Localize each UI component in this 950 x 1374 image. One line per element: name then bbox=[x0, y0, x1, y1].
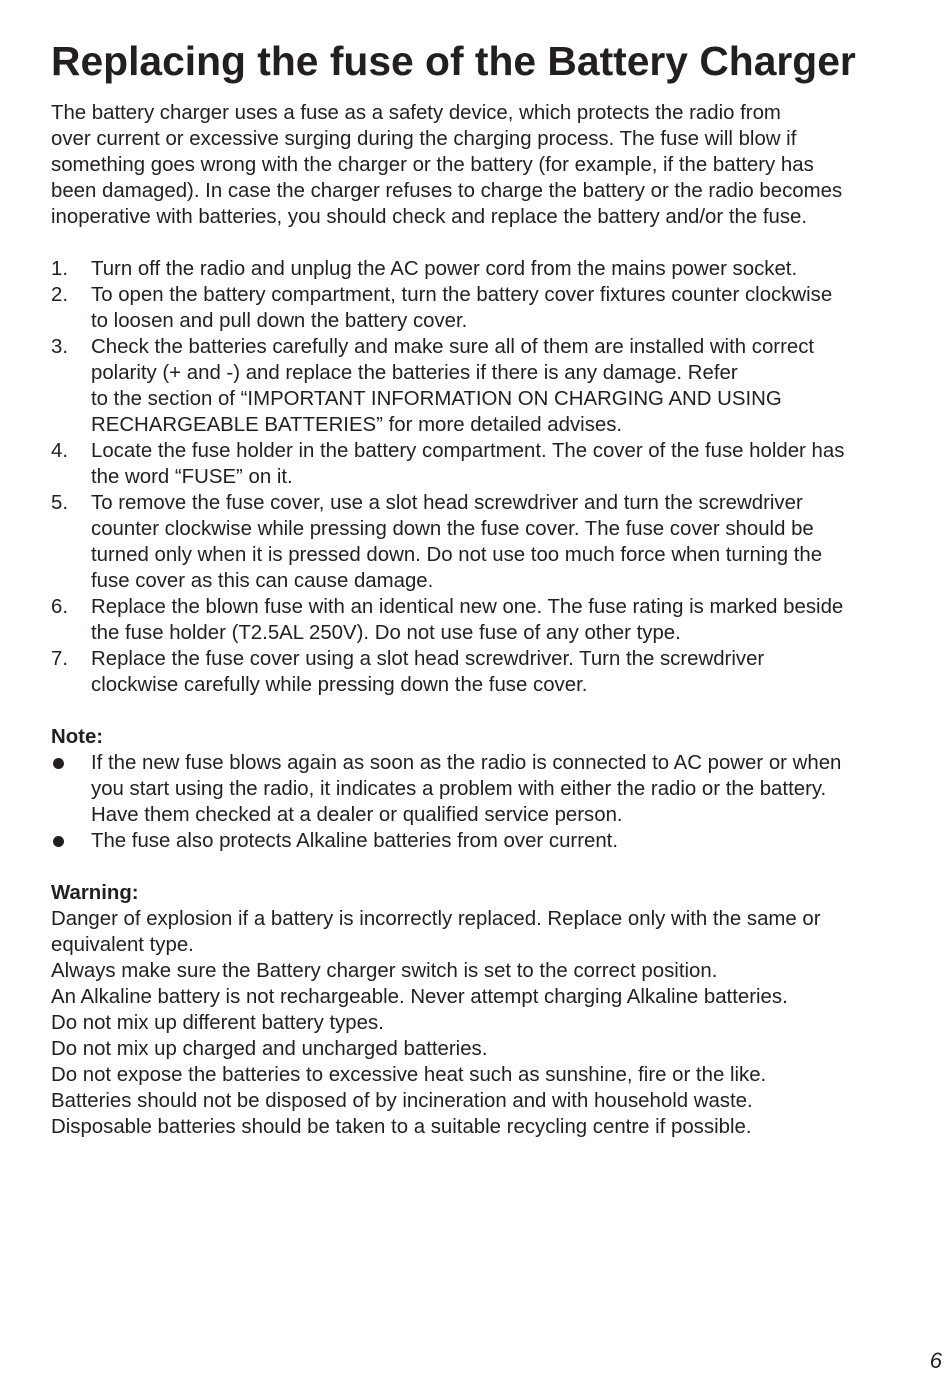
step-item bbox=[51, 438, 901, 490]
warning-line: Batteries should not be disposed of by incineration and with household waste. bbox=[51, 1090, 753, 1112]
step-text: polarity (+ and -) and replace the batteries if there is any damage. Refer bbox=[91, 362, 738, 384]
warning-heading: Warning: bbox=[51, 882, 139, 904]
page-number: 6 bbox=[929, 1348, 942, 1373]
step-text: Locate the fuse holder in the battery compartment. The cover of the fuse holder has bbox=[91, 440, 845, 462]
step-number: 6. bbox=[51, 596, 69, 618]
step-number: 3. bbox=[51, 336, 69, 358]
step-text: To remove the fuse cover, use a slot head screwdriver and turn the screwdriver bbox=[91, 492, 803, 514]
step-item bbox=[51, 282, 901, 334]
step-text: Replace the fuse cover using a slot head screwdriver. Turn the screwdriver bbox=[91, 648, 765, 670]
section-title: Replacing the fuse of the Battery Charger bbox=[51, 38, 856, 84]
step-text: To open the battery compartment, turn the battery cover fixtures counter clockwise bbox=[91, 284, 833, 306]
warning-line: Disposable batteries should be taken to a suitable recycling centre if possible. bbox=[51, 1116, 752, 1138]
step-text: counter clockwise while pressing down the fuse cover. The fuse cover should be bbox=[91, 518, 814, 540]
note-text: Have them checked at a dealer or qualified service person. bbox=[91, 804, 623, 826]
note-heading: Note: bbox=[51, 726, 104, 748]
step-item bbox=[51, 646, 901, 698]
bullet-icon bbox=[53, 836, 64, 847]
step-text: RECHARGEABLE BATTERIES” for more detailed advises. bbox=[91, 414, 623, 436]
note-bullet-item bbox=[51, 750, 901, 828]
warning-line: Do not mix up charged and uncharged batteries. bbox=[51, 1038, 488, 1060]
warning-line: Always make sure the Battery charger switch is set to the correct position. bbox=[51, 960, 718, 982]
step-item bbox=[51, 594, 901, 646]
intro-paragraph bbox=[51, 100, 901, 230]
steps-list bbox=[51, 256, 901, 698]
intro-line: The battery charger uses a fuse as a safety device, which protects the radio from bbox=[51, 102, 781, 124]
step-number: 2. bbox=[51, 284, 69, 306]
step-text: clockwise carefully while pressing down the fuse cover. bbox=[91, 674, 588, 696]
note-section bbox=[51, 724, 901, 854]
step-item bbox=[51, 490, 901, 594]
document-page bbox=[51, 38, 901, 1140]
note-text: If the new fuse blows again as soon as the radio is connected to AC power or when bbox=[91, 752, 842, 774]
step-text: turned only when it is pressed down. Do not use too much force when turning the bbox=[91, 544, 823, 566]
bullet-icon bbox=[53, 758, 64, 769]
step-number: 1. bbox=[51, 258, 69, 280]
step-text: the word “FUSE” on it. bbox=[91, 466, 293, 488]
step-item bbox=[51, 256, 901, 282]
warning-line: Do not expose the batteries to excessive heat such as sunshine, fire or the like. bbox=[51, 1064, 767, 1086]
step-text: to the section of “IMPORTANT INFORMATION ON CHARGING AND USING bbox=[91, 388, 782, 410]
warning-line: equivalent type. bbox=[51, 934, 194, 956]
step-text: to loosen and pull down the battery cover. bbox=[91, 310, 468, 332]
step-number: 7. bbox=[51, 648, 69, 670]
note-text: you start using the radio, it indicates a problem with either the radio or the battery. bbox=[91, 778, 827, 800]
intro-line: something goes wrong with the charger or the battery (for example, if the battery has bbox=[51, 154, 814, 176]
note-bullet-item bbox=[51, 828, 901, 854]
warning-line: Do not mix up different battery types. bbox=[51, 1012, 384, 1034]
step-text: Turn off the radio and unplug the AC power cord from the mains power socket. bbox=[91, 258, 798, 280]
step-text: fuse cover as this can cause damage. bbox=[91, 570, 434, 592]
step-text: Check the batteries carefully and make sure all of them are installed with correct bbox=[91, 336, 815, 358]
step-number: 4. bbox=[51, 440, 69, 462]
intro-line: over current or excessive surging during the charging process. The fuse will blow if bbox=[51, 128, 797, 150]
note-text: The fuse also protects Alkaline batteries from over current. bbox=[91, 830, 618, 852]
step-text: the fuse holder (T2.5AL 250V). Do not use fuse of any other type. bbox=[91, 622, 681, 644]
intro-line: inoperative with batteries, you should check and replace the battery and/or the fuse. bbox=[51, 206, 808, 228]
step-text: Replace the blown fuse with an identical new one. The fuse rating is marked beside bbox=[91, 596, 844, 618]
step-item bbox=[51, 334, 901, 438]
intro-line: been damaged). In case the charger refuses to charge the battery or the radio becomes bbox=[51, 180, 843, 202]
warning-section bbox=[51, 880, 901, 1140]
warning-line: Danger of explosion if a battery is incorrectly replaced. Replace only with the same or bbox=[51, 908, 821, 930]
warning-line: An Alkaline battery is not rechargeable. Never attempt charging Alkaline batteries. bbox=[51, 986, 788, 1008]
step-number: 5. bbox=[51, 492, 69, 514]
